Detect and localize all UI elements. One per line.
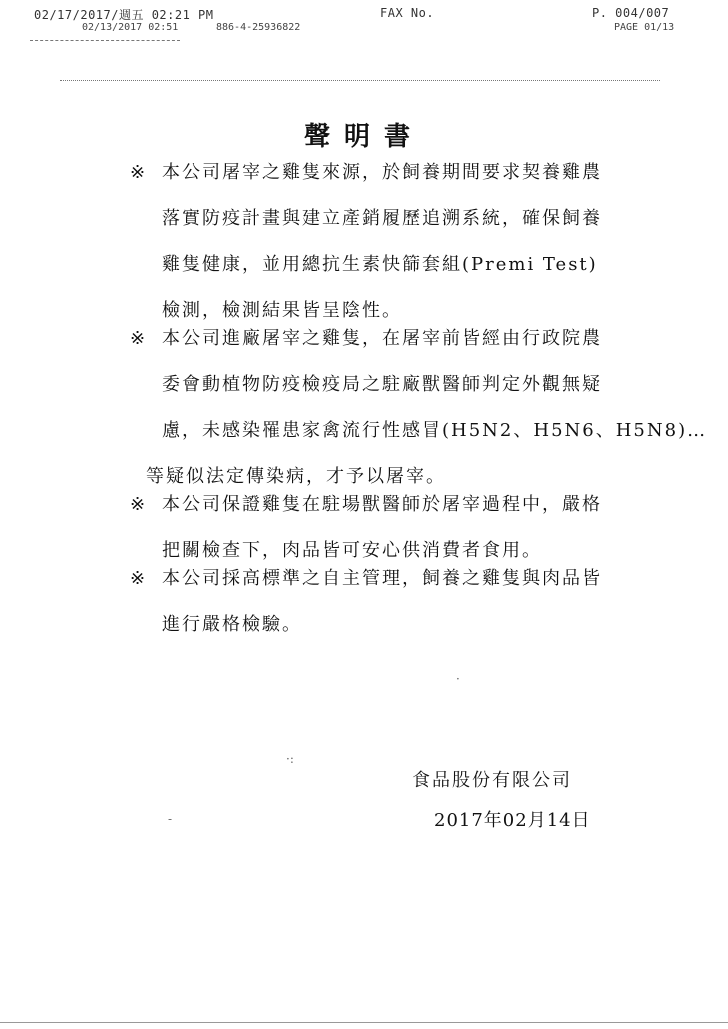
paragraph-line	[130, 316, 650, 362]
paragraph-text: 落實防疫計畫與建立產銷履歷追溯系統，確保飼養	[162, 208, 602, 229]
reference-mark-icon: ※	[130, 328, 148, 349]
paragraph-text: 本公司保證雞隻在駐場獸醫師於屠宰過程中，嚴格	[162, 494, 602, 515]
paragraph-line	[130, 150, 650, 196]
paragraph-line	[130, 602, 650, 648]
paragraph-line	[130, 196, 650, 242]
company-name: 食品股份有限公司	[412, 770, 572, 791]
scan-speck: -	[168, 812, 173, 826]
paragraph-text: 本公司採高標準之自主管理，飼養之雞隻與肉品皆	[162, 568, 602, 589]
statement-paragraph-2	[130, 316, 708, 500]
fax-subheader-phone: 886-4-25936822	[216, 22, 301, 33]
reference-mark-icon: ※	[130, 162, 148, 183]
paragraph-line	[130, 556, 650, 602]
fax-header-divider-left	[30, 40, 180, 41]
document-title: 聲明書	[303, 122, 424, 152]
paragraph-text: 慮，未感染罹患家禽流行性感冒(H5N2、H5N6、H5N8)…	[162, 420, 708, 441]
paragraph-line	[130, 242, 650, 288]
paragraph-line	[130, 482, 650, 528]
fax-subheader-page: PAGE 01/13	[614, 22, 675, 33]
fax-header-right: P. 004/007	[592, 6, 670, 20]
scan-artifact-line	[60, 80, 660, 81]
page-bottom-edge	[0, 1022, 728, 1023]
reference-mark-icon: ※	[130, 568, 148, 589]
paragraph-text: 把關檢查下，肉品皆可安心供消費者食用。	[162, 540, 542, 561]
paragraph-text: 等疑似法定傳染病，才予以屠宰。	[146, 466, 446, 487]
paragraph-text: 委會動植物防疫檢疫局之駐廠獸醫師判定外觀無疑	[162, 374, 602, 395]
paragraph-text: 雞隻健康，並用總抗生素快篩套組(Premi Test)	[162, 254, 598, 275]
paragraph-line	[130, 362, 650, 408]
paragraph-line	[130, 408, 708, 454]
paragraph-text: 檢測，檢測結果皆呈陰性。	[162, 300, 402, 321]
statement-paragraph-4	[130, 556, 650, 648]
fax-header-center: FAX No.	[380, 6, 435, 20]
fax-header-left: 02/17/2017/週五 02:21 PM	[34, 8, 214, 22]
reference-mark-icon: ※	[130, 494, 148, 515]
scan-speck: ·:	[286, 752, 294, 766]
document-date: 2017年02月14日	[434, 810, 591, 831]
fax-subheader-timestamp: 02/13/2017 02:51	[82, 22, 179, 33]
paragraph-text: 本公司進廠屠宰之雞隻，在屠宰前皆經由行政院農	[162, 328, 602, 349]
statement-paragraph-1	[130, 150, 650, 334]
paragraph-text: 本公司屠宰之雞隻來源，於飼養期間要求契養雞農	[162, 162, 602, 183]
paragraph-text: 進行嚴格檢驗。	[162, 614, 302, 635]
scan-speck: ·	[456, 672, 460, 686]
